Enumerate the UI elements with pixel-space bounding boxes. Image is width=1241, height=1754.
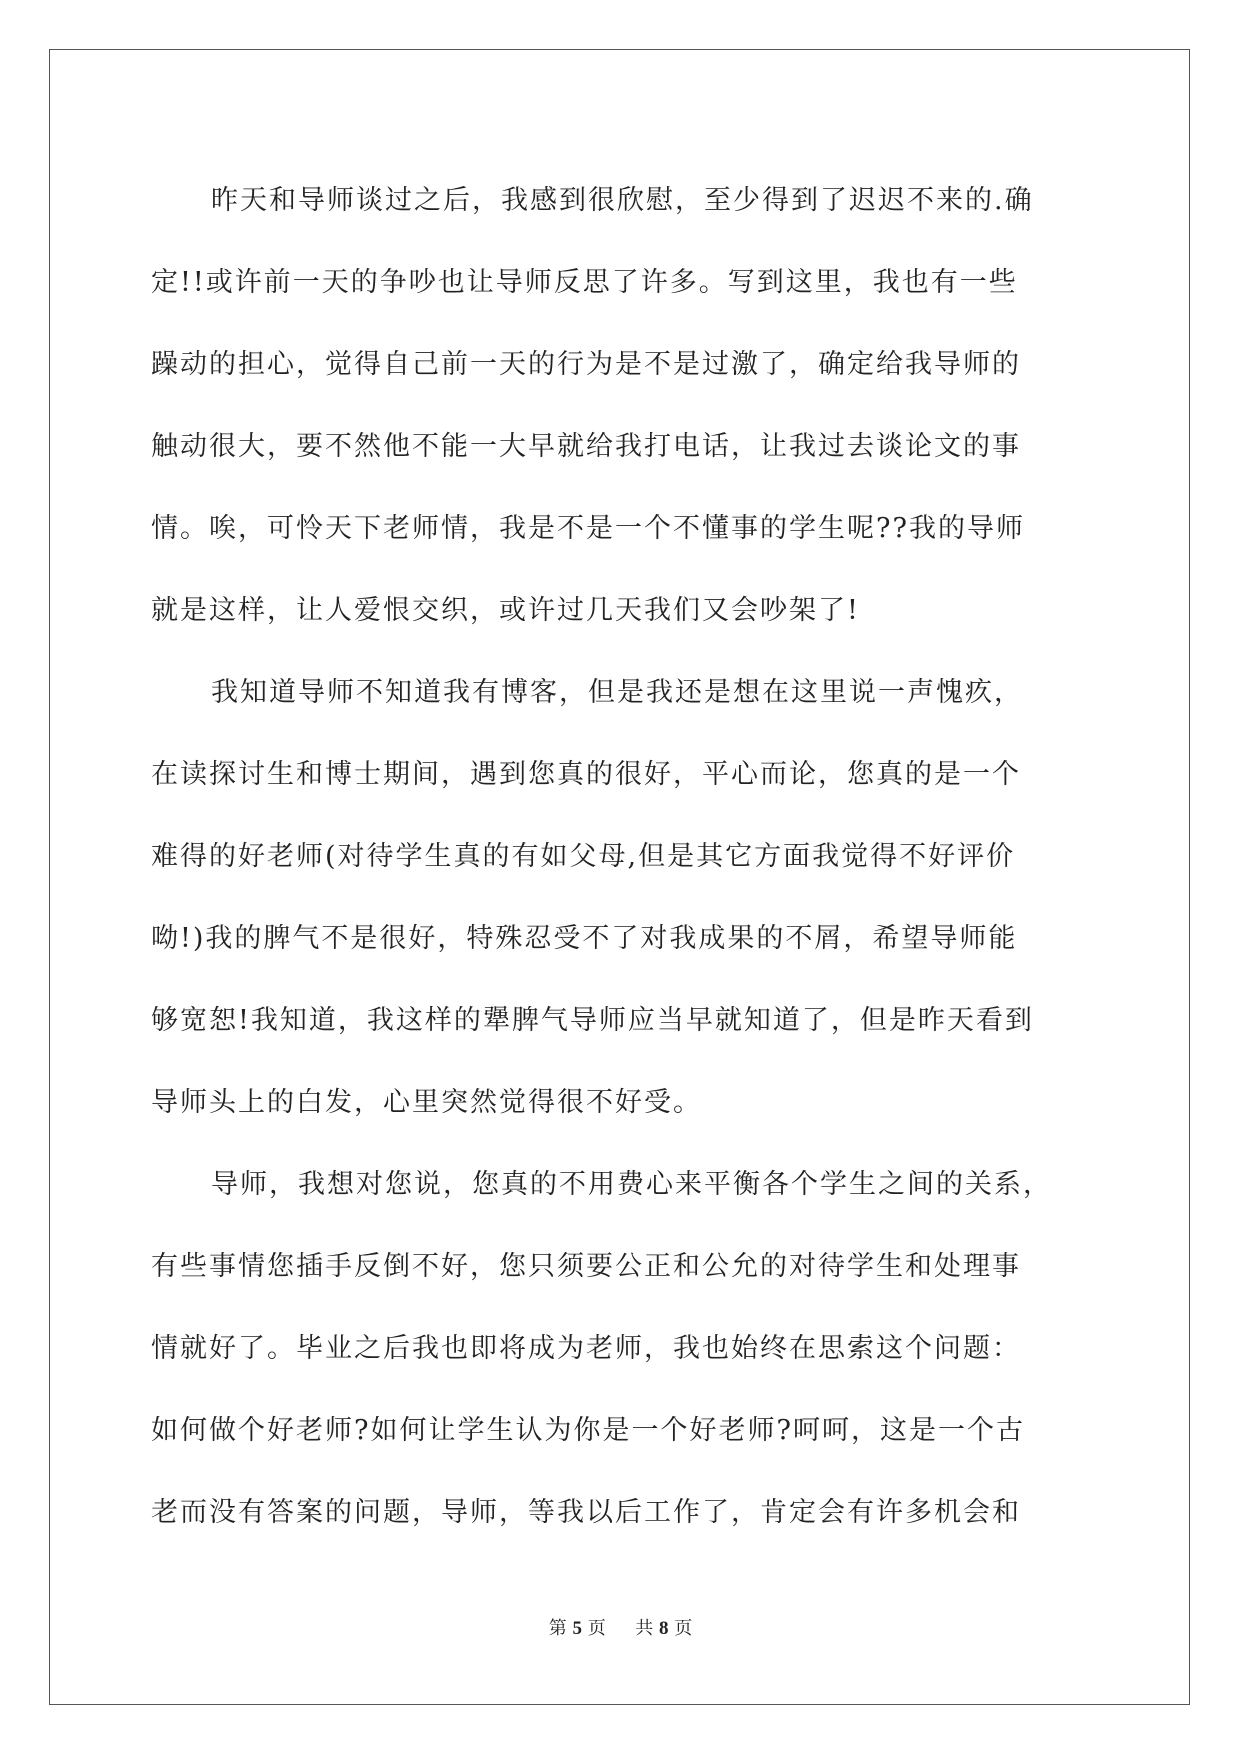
text-line: 在读探讨生和博士期间，遇到您真的很好，平心而论，您真的是一个 — [151, 759, 1021, 790]
text-line: 有些事情您插手反倒不好，您只须要公正和公允的对待学生和处理事 — [151, 1251, 1021, 1282]
page-number: 5 — [572, 1618, 583, 1639]
text-line: 定!!或许前一天的争吵也让导师反思了许多。写到这里，我也有一些 — [151, 267, 1018, 298]
text-line: 躁动的担心，觉得自己前一天的行为是不是过激了，确定给我导师的 — [151, 349, 1021, 380]
total-suffix: 页 — [674, 1618, 693, 1639]
text-line: 导师，我想对您说，您真的不用费心来平衡各个学生之间的关系， — [211, 1169, 1052, 1200]
text-line: 情。唉，可怜天下老师情，我是不是一个不懂事的学生呢??我的导师 — [151, 513, 1025, 544]
text-line: 昨天和导师谈过之后，我感到很欣慰，至少得到了迟迟不来的.确 — [211, 185, 1034, 216]
total-pages: 8 — [658, 1618, 669, 1639]
total-prefix: 共 — [635, 1618, 654, 1639]
text-line: 就是这样，让人爱恨交织，或许过几天我们又会吵架了! — [151, 595, 860, 626]
text-line: 老而没有答案的问题，导师，等我以后工作了，肯定会有许多机会和 — [151, 1497, 1021, 1528]
text-line: 导师头上的白发，心里突然觉得很不好受。 — [151, 1087, 702, 1118]
page-footer — [0, 1614, 1241, 1640]
text-line: 触动很大，要不然他不能一大早就给我打电话，让我过去谈论文的事 — [151, 431, 1021, 462]
page-suffix: 页 — [587, 1618, 606, 1639]
text-line: 难得的好老师(对待学生真的有如父母,但是其它方面我觉得不好评价 — [151, 841, 1016, 872]
text-line: 呦!)我的脾气不是很好，特殊忍受不了对我成果的不屑，希望导师能 — [151, 923, 1018, 954]
text-line: 够宽恕!我知道，我这样的犟脾气导师应当早就知道了，但是昨天看到 — [151, 1005, 1034, 1036]
text-line: 我知道导师不知道我有博客，但是我还是想在这里说一声愧疚， — [211, 677, 1023, 708]
text-line: 情就好了。毕业之后我也即将成为老师，我也始终在思索这个问题： — [151, 1333, 1021, 1364]
page-prefix: 第 — [548, 1618, 567, 1639]
document-body — [151, 160, 1091, 1554]
text-line: 如何做个好老师?如何让学生认为你是一个好老师?呵呵，这是一个古 — [151, 1415, 1025, 1446]
